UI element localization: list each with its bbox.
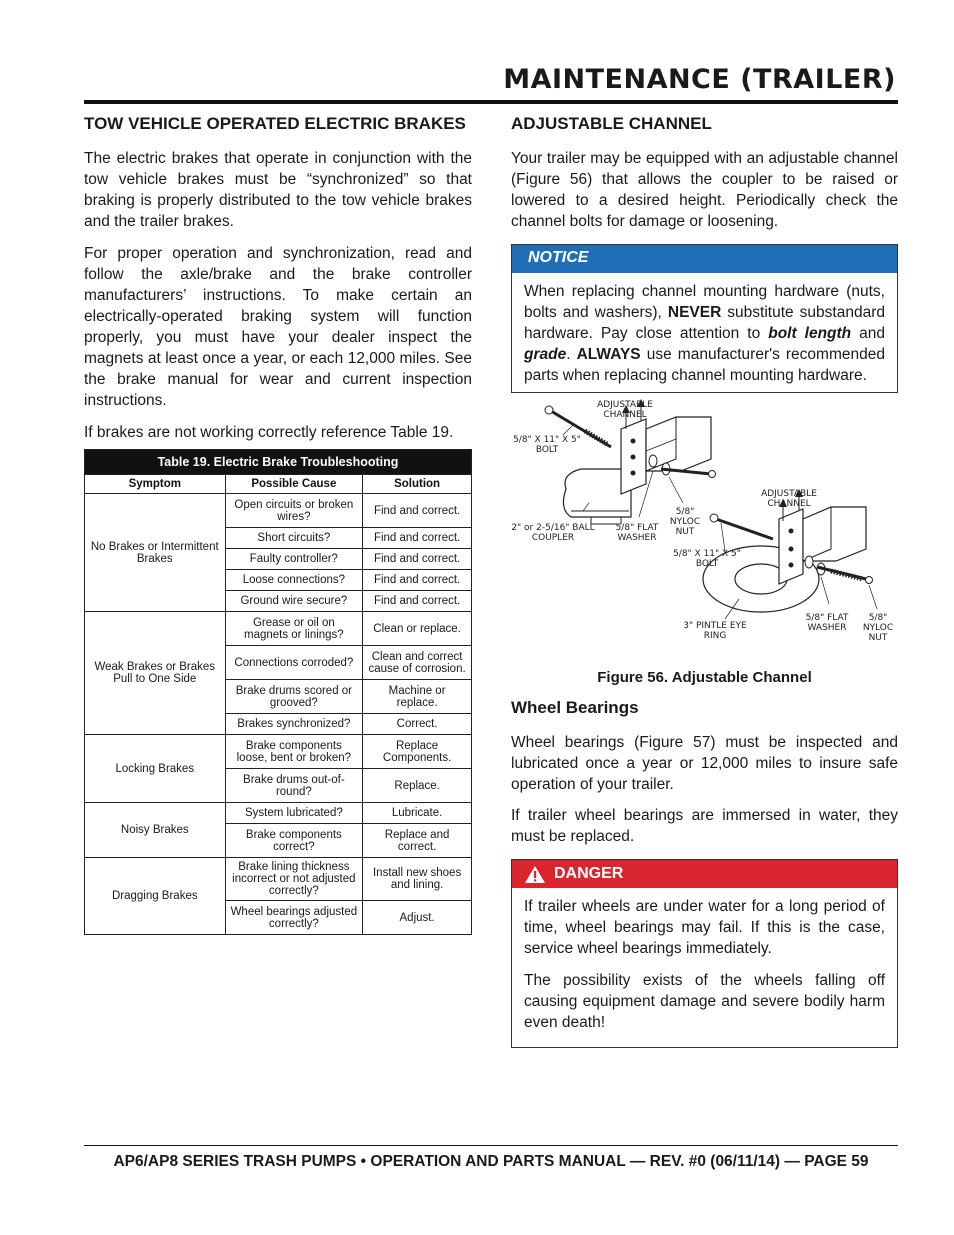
label-bolt-2: 5/8" X 11" X 5" [673,549,741,559]
solution-cell: Find and correct. [363,494,472,528]
paragraph: If brakes are not working correctly reference Table 19. [84,424,454,441]
page-footer: AP6/AP8 SERIES TRASH PUMPS • OPERATION AND PARTS MANUAL — REV. #0 (06/11/14) — PAGE 59 [113,1153,869,1170]
solution-cell: Find and correct. [363,549,472,570]
danger-box [511,859,898,1048]
notice-box [511,244,898,393]
cause-cell: Connections corroded? [225,646,363,680]
label-pintle-eye-ring-b: RING [703,631,727,641]
cause-cell: Brakes synchronized? [225,714,363,735]
cause-cell: System lubricated? [225,803,363,824]
danger-text: The possibility exists of the wheels falling off causing equipment damage and severe bodily harm even death! [524,972,885,1031]
column-header: Symptom [85,475,226,494]
label-adjustable-channel-2b: CHANNEL [767,499,811,509]
table-caption: Table 19. Electric Brake Troubleshooting [85,450,472,475]
label-bolt-1: 5/8" X 11" X 5" [513,435,581,445]
cause-cell: Ground wire secure? [225,591,363,612]
solution-cell: Clean and correct cause of corrosion. [363,646,472,680]
label-adjustable-channel-1b: CHANNEL [603,410,647,420]
cause-cell: Brake drums scored or grooved? [225,680,363,714]
label-nyloc-nut-1b: NYLOC [669,517,701,527]
table-row [85,612,472,646]
label-pintle-eye-ring: 3" PINTLE EYE [683,621,747,631]
solution-cell: Find and correct. [363,570,472,591]
solution-cell: Machine or replace. [363,680,472,714]
solution-cell: Replace Components. [363,735,472,769]
section-heading-electric-brakes: TOW VEHICLE OPERATED ELECTRIC BRAKES [84,114,466,133]
adjustable-channel-diagram [511,399,898,669]
adjustable-channel-figure [511,399,898,669]
warning-triangle-icon [524,865,546,884]
symptom-cell: Weak Brakes or Brakes Pull to One Side [85,612,226,735]
table-row [85,858,472,901]
paragraph: Your trailer may be equipped with an adjustable channel (Figure 56) that allows the coupler to be raised or lowered to a desired height. Periodically check the channel bolts for damage or loosening. [511,150,898,230]
label-flat-washer-1b: WASHER [617,533,657,543]
paragraph: Wheel bearings (Figure 57) must be inspected and lubricated once a year or 12,000 miles to insure safe operation of your trailer. [511,734,898,793]
solution-cell: Replace and correct. [363,824,472,858]
solution-cell: Adjust. [363,901,472,935]
left-column [84,114,472,935]
label-nyloc-nut-2b: NYLOC [862,623,894,633]
section-heading-adjustable-channel: ADJUSTABLE CHANNEL [511,114,712,133]
cause-cell: Short circuits? [225,528,363,549]
paragraph: The electric brakes that operate in conjunction with the tow vehicle brakes must be “synchronized” so that braking is properly distributed to the tow vehicle brakes and the trailer brakes. [84,150,472,230]
cause-cell: Brake lining thickness incorrect or not adjusted correctly? [225,858,363,901]
label-nyloc-nut-1: 5/8" [675,507,695,517]
solution-cell: Correct. [363,714,472,735]
paragraph: For proper operation and synchronization, read and follow the axle/brake and the brake controller manufacturers’ instructions. To make certain an electrically-operated braking system will function properly, you must have your dealer inspect the magnets at least once a year, or each 12,000 miles. See the brake manual for wear and current inspection instructions. [84,245,472,409]
label-nyloc-nut-2c: NUT [868,633,888,643]
solution-cell: Find and correct. [363,591,472,612]
notice-text: When replacing channel mounting hardware (nuts, bolts and washers), NEVER substitute substandard hardware. Pay close attention to bolt length and grade. ALWAYS use manufacturer's recommended parts when replacing channel mounting hardware. [524,283,886,384]
cause-cell: Brake components correct? [225,824,363,858]
solution-cell: Replace. [363,769,472,803]
section-heading-wheel-bearings: Wheel Bearings [511,698,639,717]
solution-cell: Install new shoes and lining. [363,858,472,901]
cause-cell: Grease or oil on magnets or linings? [225,612,363,646]
label-ball-coupler-b: COUPLER [531,533,575,543]
symptom-cell: Noisy Brakes [85,803,226,858]
figure-caption: Figure 56. Adjustable Channel [597,669,812,686]
footer-rule [84,1145,898,1146]
label-ball-coupler: 2" or 2-5/16" BALL [511,523,595,533]
label-bolt-2b: BOLT [695,559,719,569]
danger-label: DANGER [554,865,624,882]
label-nyloc-nut-1c: NUT [675,527,695,537]
troubleshooting-table [84,449,472,935]
cause-cell: Brake drums out-of-round? [225,769,363,803]
label-bolt-1b: BOLT [535,445,559,455]
paragraph: If trailer wheel bearings are immersed in water, they must be replaced. [511,807,898,845]
label-flat-washer-2: 5/8" FLAT [805,613,849,623]
solution-cell: Lubricate. [363,803,472,824]
label-adjustable-channel-1: ADJUSTABLE [597,400,653,410]
column-header: Solution [363,475,472,494]
label-flat-washer-1: 5/8" FLAT [615,523,659,533]
cause-cell: Faulty controller? [225,549,363,570]
solution-cell: Find and correct. [363,528,472,549]
danger-text: If trailer wheels are under water for a long period of time, wheel bearings may fail. If this is the case, service wheel bearings immediately. [524,898,885,957]
label-nyloc-nut-2: 5/8" [868,613,888,623]
notice-label: NOTICE [512,245,897,273]
page-title: MAINTENANCE (TRAILER) [503,64,896,95]
table-row [85,803,472,824]
cause-cell: Wheel bearings adjusted correctly? [225,901,363,935]
title-rule [84,100,898,104]
solution-cell: Clean or replace. [363,612,472,646]
symptom-cell: Dragging Brakes [85,858,226,935]
cause-cell: Brake components loose, bent or broken? [225,735,363,769]
label-flat-washer-2b: WASHER [807,623,847,633]
symptom-cell: No Brakes or Intermittent Brakes [85,494,226,612]
cause-cell: Loose connections? [225,570,363,591]
right-column [511,114,898,1048]
symptom-cell: Locking Brakes [85,735,226,803]
table-row [85,494,472,528]
label-adjustable-channel-2: ADJUSTABLE [761,489,817,499]
column-header: Possible Cause [225,475,363,494]
table-row [85,735,472,769]
cause-cell: Open circuits or broken wires? [225,494,363,528]
